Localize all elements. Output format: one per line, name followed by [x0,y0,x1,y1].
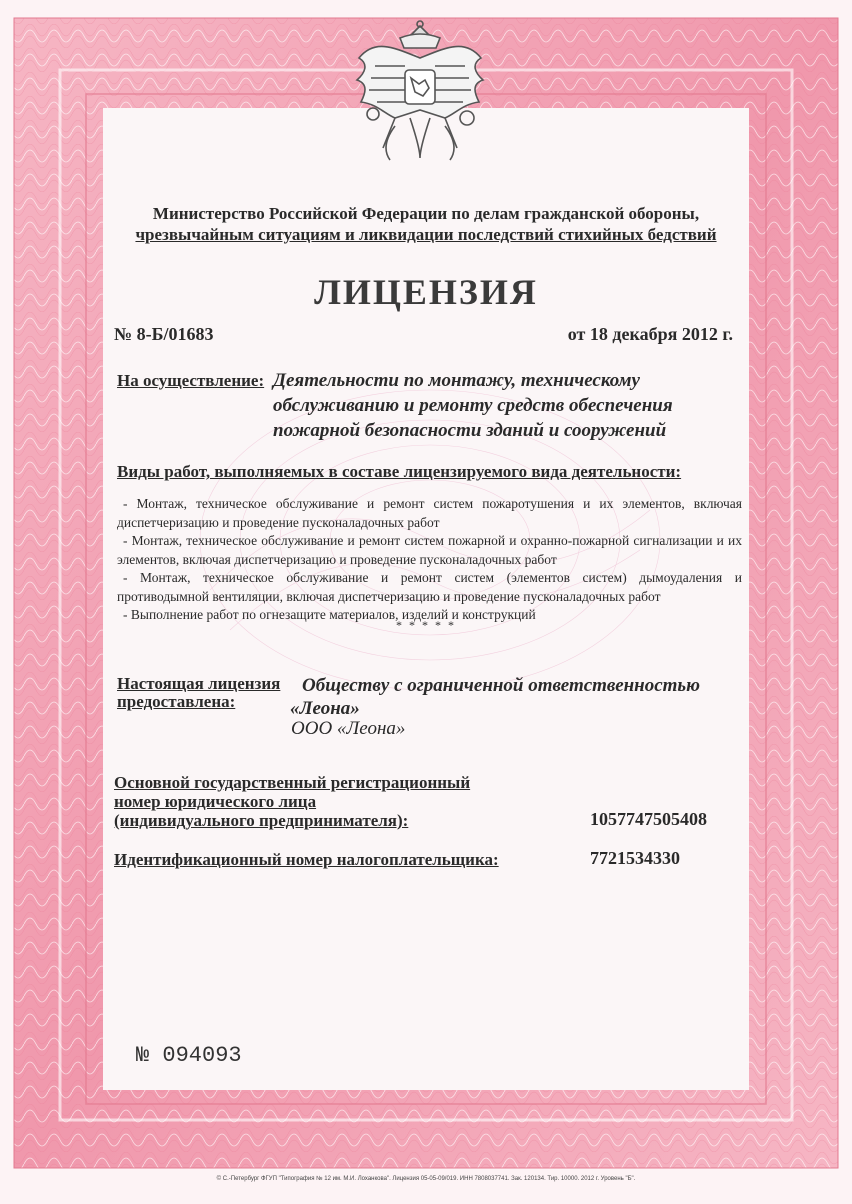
purpose-line-3: пожарной безопасности зданий и сооружений [273,420,667,441]
coat-of-arms-emblem-icon [355,18,485,168]
license-date: от 18 декабря 2012 г. [567,324,733,344]
form-serial-number: № 094093 [136,1043,242,1068]
separator-stars: * * * * * [396,618,456,632]
ogrn-value: 1057747505408 [590,809,707,829]
company-name-quoted: «Леона» [290,698,360,719]
document-title: ЛИЦЕНЗИЯ [314,272,538,312]
company-full-name: Обществу с ограниченной ответственностью [302,675,700,696]
inn-value: 7721534330 [590,848,680,868]
company-short-name: ООО «Леона» [291,718,406,739]
works-heading: Виды работ, выполняемых в составе лицензируемого вида деятельности: [117,462,682,481]
ogrn-label-line-1: Основной государственный регистрационный [114,773,471,792]
license-number: № 8-Б/01683 [114,324,214,344]
ogrn-label-line-3: (индивидуального предпринимателя): [114,811,409,830]
works-item: - Выполнение работ по огнезащите материалов, изделий и конструкций [123,607,536,622]
purpose-line-2: обслуживанию и ремонту средств обеспечения [273,395,673,416]
ministry-line-2: чрезвычайным ситуациям и ликвидации последствий стихийных бедствий [135,225,717,244]
granted-label-line-1: Настоящая лицензия [117,674,281,693]
purpose-label: На осуществление: [117,371,265,390]
works-item: - Монтаж, техническое обслуживание и ремонт систем пожарной и охранно-пожарной сигнализации и их элементов, включая диспетчеризацию и проведение пусконаладочных работ [117,533,742,567]
ogrn-label-line-2: номер юридического лица [114,792,317,811]
inn-label: Идентификационный номер налогоплательщика: [114,850,499,869]
ministry-line-1: Министерство Российской Федерации по делам гражданской обороны, [152,204,700,223]
printer-imprint: © С.-Петербург ФГУП "Типография № 12 им. М.И. Лоханкова". Лицензия 05-05-09/019. ИНН 7808037741. Зак. 120134. Тир. 10000. 2012 г. Уровень "Б". [216,1176,636,1182]
works-item: - Монтаж, техническое обслуживание и ремонт систем пожаротушения и их элементов, включая диспетчеризацию и проведение пусконаладочных работ [117,496,742,530]
works-list [117,495,742,625]
purpose-line-1: Деятельности по монтажу, техническому [273,370,640,391]
granted-label-line-2: предоставлена: [117,692,236,711]
works-item: - Монтаж, техническое обслуживание и ремонт систем (элементов систем) дымоудаления и противодымной вентиляции, включая диспетчеризацию и проведение пусконаладочных работ [117,570,742,604]
